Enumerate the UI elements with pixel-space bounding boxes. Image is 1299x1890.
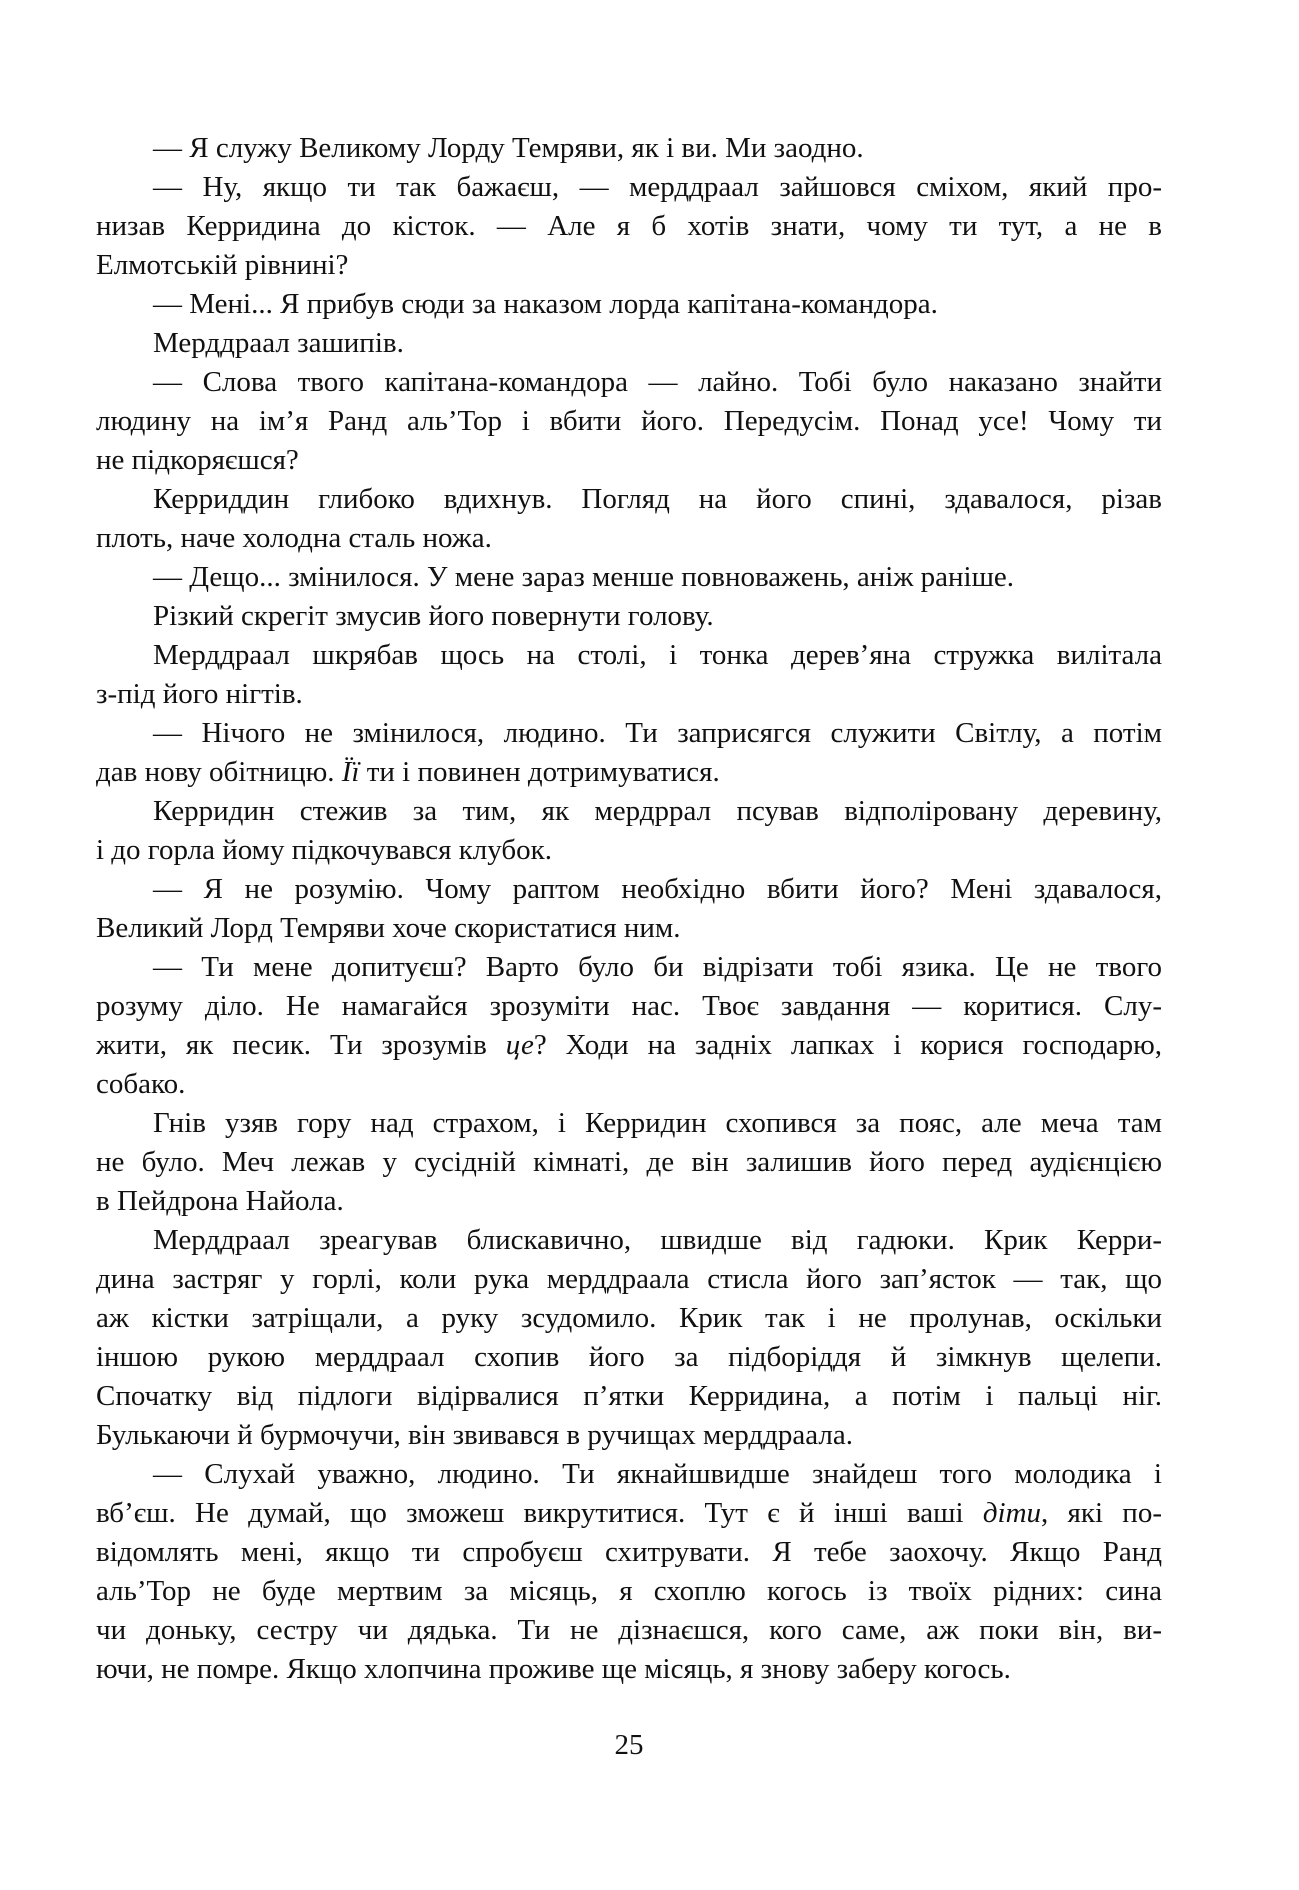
page-number: 25 [614, 1729, 644, 1761]
text-segment: Булькаючи й бурмочучи, він звивався в ручищах мерддраала. [96, 1419, 853, 1451]
text-segment: — Мені... Я прибув сюди за наказом лорда капітана-командора. [153, 288, 938, 320]
text-line [96, 636, 1162, 675]
text-segment: Спочатку від підлоги відірвалися п’ятки Керридина, а потім і пальці ніг. [96, 1380, 1162, 1412]
paragraph [96, 480, 1162, 558]
text-line [96, 1338, 1162, 1377]
text-line [96, 909, 1162, 948]
text-line [96, 675, 1162, 714]
text-segment: — Нічого не змінилося, людино. Ти заприсягся служити Світлу, а потім [153, 717, 1162, 749]
italic-text-segment: діти [982, 1497, 1042, 1529]
text-segment: ? Ходи на задніх лапках і корися господарю, [533, 1029, 1162, 1061]
paragraph [96, 285, 1162, 324]
paragraph [96, 363, 1162, 480]
text-line [96, 324, 1162, 363]
text-line [96, 1611, 1162, 1650]
text-segment: з-під його нігтів. [96, 678, 303, 710]
paragraph [96, 1104, 1162, 1221]
text-segment: людину на ім’я Ранд аль’Тор і вбити його. Передусім. Понад усе! Чому ти [96, 405, 1162, 437]
text-segment: Елмотській рівнині? [96, 249, 349, 281]
text-segment: Керриддин глибоко вдихнув. Погляд на його спині, здавалося, різав [153, 483, 1162, 515]
text-line [96, 441, 1162, 480]
text-segment: — Я не розумію. Чому раптом необхідно вбити його? Мені здавалося, [153, 873, 1162, 905]
text-segment: і до горла йому підкочувався клубок. [96, 834, 552, 866]
text-segment: — Дещо... змінилося. У мене зараз менше повноважень, аніж раніше. [153, 561, 1015, 593]
text-line [96, 1416, 1162, 1455]
text-segment: — Ну, якщо ти так бажаєш, — мерддраал зайшовся сміхом, який про- [153, 171, 1162, 203]
text-line [96, 1299, 1162, 1338]
text-segment: не підкоряєшся? [96, 444, 299, 476]
text-line [96, 519, 1162, 558]
text-line [96, 1260, 1162, 1299]
text-line [96, 558, 1162, 597]
text-segment: , які по- [1041, 1497, 1162, 1529]
text-line [96, 948, 1162, 987]
text-line [96, 597, 1162, 636]
text-line [96, 168, 1162, 207]
text-segment: ти і повинен дотримуватися. [359, 756, 720, 788]
text-line [96, 1182, 1162, 1221]
text-segment: аж кістки затріщали, а руку зсудомило. Крик так і не пролунав, оскільки [96, 1302, 1162, 1334]
text-line [96, 1455, 1162, 1494]
paragraph [96, 1221, 1162, 1455]
text-segment: Мерддраал зашипів. [153, 327, 404, 359]
text-segment: плоть, наче холодна сталь ножа. [96, 522, 492, 554]
text-line [96, 207, 1162, 246]
text-segment: низав Керридина до кісток. — Але я б хотів знати, чому ти тут, а не в [96, 210, 1162, 242]
page-text-block [96, 0, 1162, 1689]
text-line [96, 1494, 1162, 1533]
text-segment: дина застряг у горлі, коли рука мерддраала стисла його зап’ясток — так, що [96, 1263, 1162, 1295]
text-line [96, 1221, 1162, 1260]
text-line [96, 714, 1162, 753]
text-segment: — Слухай уважно, людино. Ти якнайшвидше знайдеш того молодика і [153, 1458, 1162, 1490]
text-segment: — Я служу Великому Лорду Темряви, як і ви. Ми заодно. [153, 132, 864, 164]
text-segment: собако. [96, 1068, 186, 1100]
text-line [96, 1143, 1162, 1182]
text-segment: Гнів узяв гору над страхом, і Керридин схопився за пояс, але меча там [153, 1107, 1162, 1139]
text-segment: в Пейдрона Найола. [96, 1185, 344, 1217]
text-line [96, 987, 1162, 1026]
text-line [96, 1533, 1162, 1572]
text-line [96, 753, 1162, 792]
text-line [96, 480, 1162, 519]
text-segment: вб’єш. Не думай, що зможеш викрутитися. Тут є й інші ваші [96, 1497, 983, 1529]
text-segment: — Ти мене допитуєш? Варто було би відрізати тобі язика. Це не твого [153, 951, 1162, 983]
text-line [96, 1065, 1162, 1104]
text-segment: — Слова твого капітана-командора — лайно. Тобі було наказано знайти [153, 366, 1162, 398]
paragraph [96, 870, 1162, 948]
text-line [96, 1650, 1162, 1689]
text-line [96, 129, 1162, 168]
paragraph [96, 714, 1162, 792]
text-line [96, 870, 1162, 909]
text-line [96, 792, 1162, 831]
text-segment: чи доньку, сестру чи дядька. Ти не дізнаєшся, кого саме, аж поки він, ви- [96, 1614, 1162, 1646]
text-segment: відомлять мені, якщо ти спробуєш схитрувати. Я тебе заохочу. Якщо Ранд [96, 1536, 1162, 1568]
italic-text-segment: Її [341, 756, 360, 788]
text-line [96, 1026, 1162, 1065]
paragraph [96, 324, 1162, 363]
text-segment: аль’Тор не буде мертвим за місяць, я схоплю когось із твоїх рідних: сина [96, 1575, 1162, 1607]
text-line [96, 285, 1162, 324]
text-line [96, 402, 1162, 441]
text-segment: Різкий скрегіт змусив його повернути голову. [153, 600, 714, 632]
paragraph [96, 168, 1162, 285]
text-line [96, 363, 1162, 402]
text-segment: ючи, не помре. Якщо хлопчина проживе ще місяць, я знову заберу когось. [96, 1653, 1011, 1685]
text-segment: Великий Лорд Темряви хоче скористатися ним. [96, 912, 681, 944]
paragraph [96, 129, 1162, 168]
text-line [96, 246, 1162, 285]
text-segment: іншою рукою мерддраал схопив його за підборіддя й зімкнув щелепи. [96, 1341, 1162, 1373]
text-segment: не було. Меч лежав у сусідній кімнаті, де він залишив його перед аудієнцією [96, 1146, 1162, 1178]
paragraph [96, 1455, 1162, 1689]
text-segment: Мерддраал зреагував блискавично, швидше від гадюки. Крик Керри- [153, 1224, 1162, 1256]
text-line [96, 1377, 1162, 1416]
text-segment: жити, як песик. Ти зрозумів [96, 1029, 506, 1061]
text-segment: дав нову обітницю. [96, 756, 342, 788]
italic-text-segment: це [505, 1029, 534, 1061]
text-segment: розуму діло. Не намагайся зрозуміти нас. Твоє завдання — коритися. Слу- [96, 990, 1162, 1022]
text-line [96, 1104, 1162, 1143]
paragraph [96, 558, 1162, 597]
text-segment: Мерддраал шкрябав щось на столі, і тонка дерев’яна стружка вилітала [153, 639, 1162, 671]
text-line [96, 831, 1162, 870]
paragraph [96, 636, 1162, 714]
paragraph [96, 792, 1162, 870]
text-line [96, 1572, 1162, 1611]
paragraph [96, 597, 1162, 636]
text-segment: Керридин стежив за тим, як мердррал псував відполіровану деревину, [153, 795, 1162, 827]
paragraph [96, 948, 1162, 1104]
